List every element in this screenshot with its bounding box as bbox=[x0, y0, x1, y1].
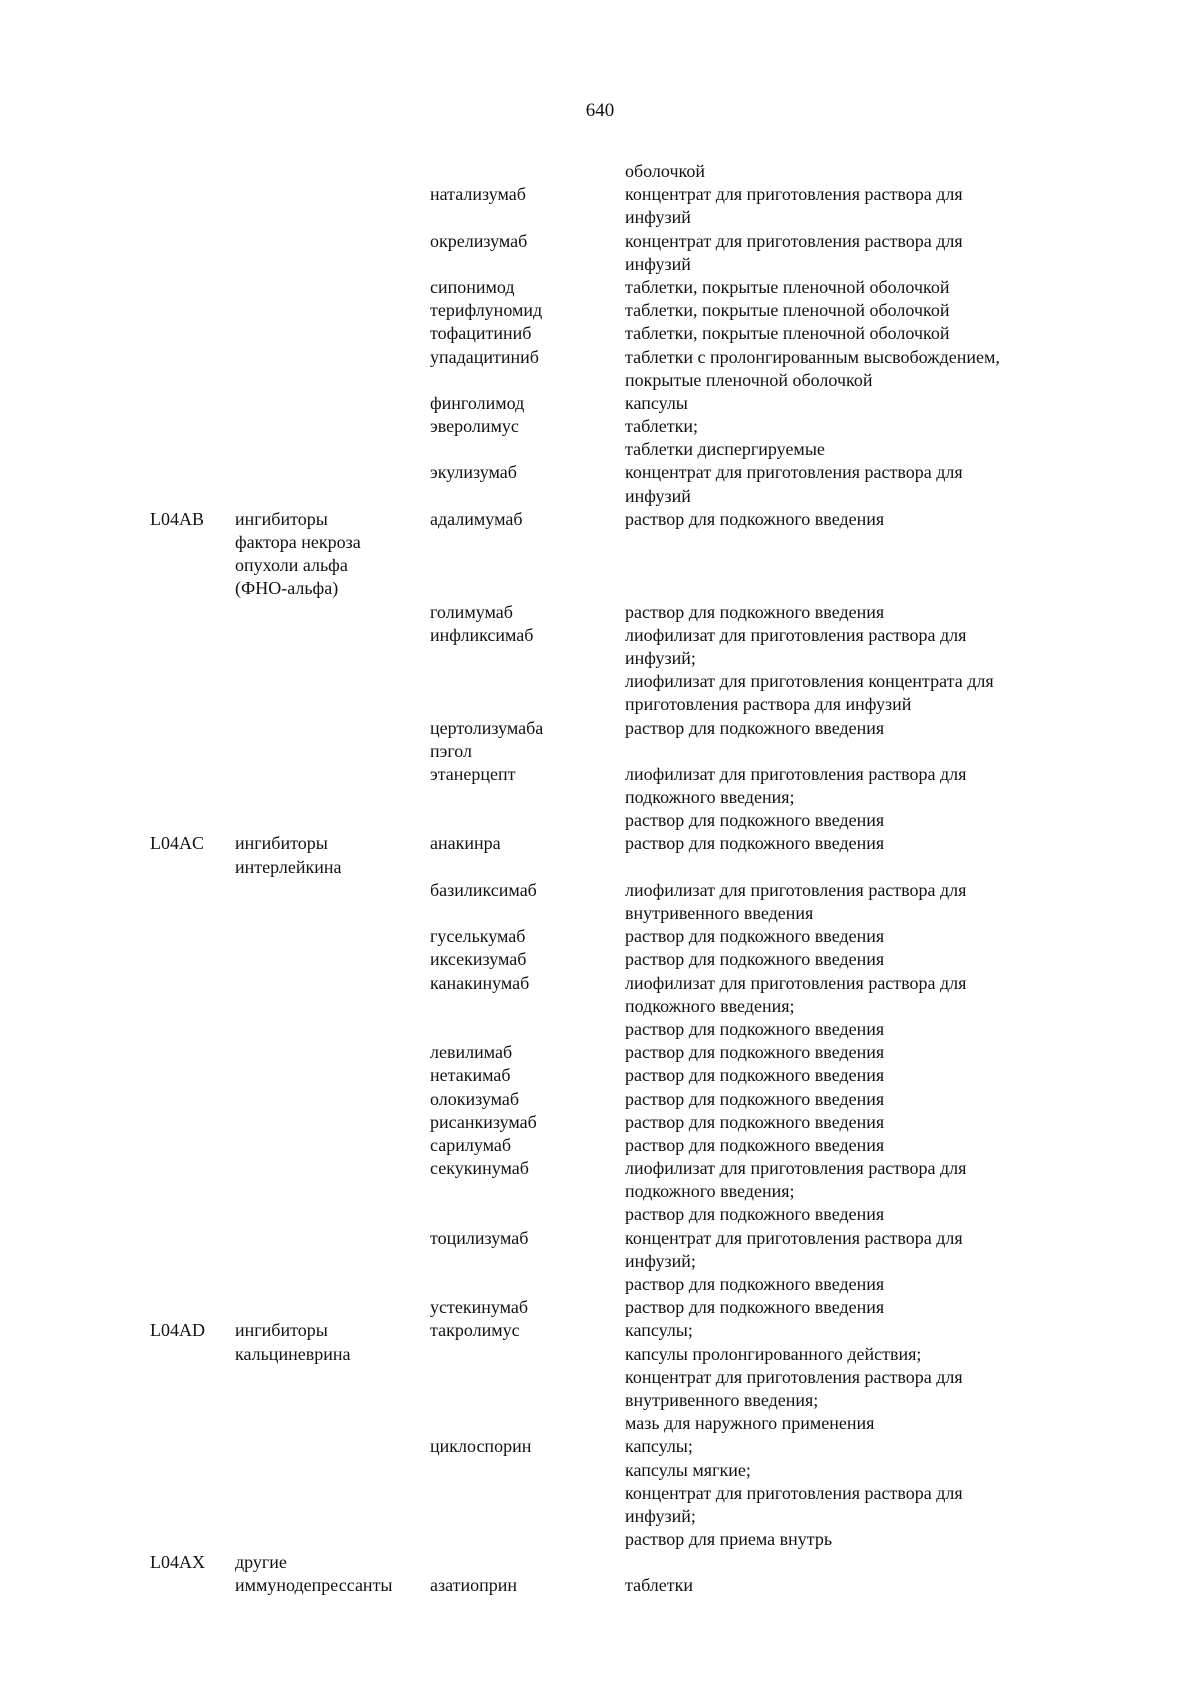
dosage-forms-line: лиофилизат для приготовления раствора для bbox=[625, 624, 967, 645]
drug-name bbox=[430, 1088, 625, 1111]
table-row bbox=[150, 508, 1150, 601]
atc-code bbox=[150, 299, 235, 322]
atc-code bbox=[150, 1111, 235, 1134]
dosage-forms bbox=[625, 1296, 1115, 1319]
group-name bbox=[235, 717, 430, 763]
atc-code bbox=[150, 763, 235, 833]
table-row bbox=[150, 299, 1150, 322]
dosage-forms-line: подкожного введения; bbox=[625, 787, 795, 808]
table-row bbox=[150, 1319, 1150, 1435]
atc-code bbox=[150, 1064, 235, 1087]
drug-name bbox=[430, 948, 625, 971]
atc-code bbox=[150, 1435, 235, 1551]
group-name bbox=[235, 392, 430, 415]
atc-code bbox=[150, 948, 235, 971]
table-row bbox=[150, 763, 1150, 833]
atc-code-text: L04AD bbox=[150, 1320, 205, 1341]
dosage-forms bbox=[625, 879, 1115, 925]
atc-code bbox=[150, 1088, 235, 1111]
table-row bbox=[150, 392, 1150, 415]
dosage-forms-line: оболочкой bbox=[625, 161, 705, 181]
dosage-forms bbox=[625, 160, 1115, 183]
atc-code bbox=[150, 601, 235, 624]
drug-name bbox=[430, 415, 625, 461]
dosage-forms bbox=[625, 299, 1115, 322]
dosage-forms-line: раствор для подкожного введения bbox=[625, 949, 885, 970]
table-row bbox=[150, 276, 1150, 299]
table-row bbox=[150, 601, 1150, 624]
dosage-forms-line: таблетки, покрытые пленочной оболочкой bbox=[625, 323, 950, 344]
dosage-forms-line: раствор для подкожного введения bbox=[625, 926, 885, 947]
dosage-forms bbox=[625, 183, 1115, 229]
drug-name bbox=[430, 601, 625, 624]
group-name-line: ингибиторы bbox=[235, 508, 328, 529]
dosage-forms-line: лиофилизат для приготовления концентрата для bbox=[625, 671, 994, 692]
drug-name bbox=[430, 346, 625, 392]
dosage-forms-line: таблетки; bbox=[625, 416, 699, 437]
atc-code bbox=[150, 1551, 235, 1597]
group-name bbox=[235, 322, 430, 345]
atc-code bbox=[150, 1319, 235, 1435]
table-row bbox=[150, 230, 1150, 276]
drug-name-line: тоцилизумаб bbox=[430, 1227, 529, 1248]
table-row bbox=[150, 415, 1150, 461]
dosage-forms bbox=[625, 1435, 1115, 1551]
dosage-forms-line: капсулы пролонгированного действия; bbox=[625, 1343, 922, 1364]
drug-name bbox=[430, 461, 625, 507]
atc-code bbox=[150, 461, 235, 507]
group-name bbox=[235, 1319, 430, 1435]
dosage-forms-line: таблетки диспергируемые bbox=[625, 439, 825, 460]
dosage-forms-line: раствор для подкожного введения bbox=[625, 1274, 885, 1294]
drug-name-line: сипонимод bbox=[430, 276, 515, 297]
dosage-forms-line: таблетки, покрытые пленочной оболочкой bbox=[625, 300, 950, 321]
atc-code bbox=[150, 1041, 235, 1064]
table-row bbox=[150, 160, 1150, 183]
dosage-forms bbox=[625, 322, 1115, 345]
group-name bbox=[235, 948, 430, 971]
dosage-forms-line: инфузий bbox=[625, 485, 691, 506]
drug-name-line: иксекизумаб bbox=[430, 949, 527, 970]
dosage-forms-line: раствор для подкожного введения bbox=[625, 1204, 885, 1225]
dosage-forms-line bbox=[625, 1551, 1115, 1574]
atc-code bbox=[150, 1157, 235, 1227]
drug-name-line bbox=[430, 1551, 625, 1574]
atc-code bbox=[150, 624, 235, 717]
dosage-forms bbox=[625, 1088, 1115, 1111]
drug-name bbox=[430, 972, 625, 1042]
dosage-forms bbox=[625, 763, 1115, 833]
group-name bbox=[235, 1064, 430, 1087]
atc-code bbox=[150, 392, 235, 415]
drug-name-line: олокизумаб bbox=[430, 1088, 520, 1109]
dosage-forms-line: раствор для подкожного введения bbox=[625, 717, 885, 738]
drug-name bbox=[430, 230, 625, 276]
dosage-forms-line: таблетки, покрытые пленочной оболочкой bbox=[625, 276, 950, 297]
dosage-forms bbox=[625, 230, 1115, 276]
table-row bbox=[150, 1041, 1150, 1064]
drug-name bbox=[430, 1551, 625, 1597]
drug-name-line: гуселькумаб bbox=[430, 926, 526, 947]
table-row bbox=[150, 1064, 1150, 1087]
drug-name bbox=[430, 763, 625, 833]
group-name bbox=[235, 415, 430, 461]
group-name bbox=[235, 1088, 430, 1111]
drug-name bbox=[430, 183, 625, 229]
dosage-forms-line: раствор для подкожного введения bbox=[625, 1065, 885, 1086]
drug-name bbox=[430, 322, 625, 345]
group-name bbox=[235, 183, 430, 229]
dosage-forms-line: таблетки bbox=[625, 1575, 694, 1596]
group-name bbox=[235, 1134, 430, 1157]
drug-name-line: сарилумаб bbox=[430, 1134, 511, 1155]
dosage-forms-line: инфузий; bbox=[625, 1250, 696, 1271]
group-name bbox=[235, 601, 430, 624]
table-row bbox=[150, 948, 1150, 971]
group-name-line: ингибиторы bbox=[235, 833, 328, 854]
drug-name-line: левилимаб bbox=[430, 1042, 513, 1063]
dosage-forms bbox=[625, 972, 1115, 1042]
dosage-forms-line: лиофилизат для приготовления раствора для bbox=[625, 1158, 967, 1179]
dosage-forms bbox=[625, 832, 1115, 878]
atc-code-text: L04AX bbox=[150, 1552, 205, 1573]
drug-name-line: упадацитиниб bbox=[430, 346, 539, 367]
dosage-forms bbox=[625, 1319, 1115, 1435]
table-row bbox=[150, 832, 1150, 878]
dosage-forms bbox=[625, 1551, 1115, 1597]
group-name-line: кальциневрина bbox=[235, 1343, 351, 1364]
drug-name bbox=[430, 276, 625, 299]
group-name-line: ингибиторы bbox=[235, 1320, 328, 1341]
drug-name bbox=[430, 1296, 625, 1319]
dosage-forms bbox=[625, 508, 1115, 601]
group-name bbox=[235, 1227, 430, 1297]
dosage-forms-line: концентрат для приготовления раствора для bbox=[625, 230, 963, 251]
drug-name bbox=[430, 508, 625, 601]
table-row bbox=[150, 461, 1150, 507]
table-row bbox=[150, 1435, 1150, 1551]
group-name bbox=[235, 508, 430, 601]
group-name-line: другие bbox=[235, 1552, 287, 1573]
dosage-forms bbox=[625, 1134, 1115, 1157]
dosage-forms bbox=[625, 925, 1115, 948]
drug-name-line: устекинумаб bbox=[430, 1297, 529, 1318]
dosage-forms-line: подкожного введения; bbox=[625, 1181, 795, 1202]
dosage-forms-line: инфузий bbox=[625, 253, 691, 274]
dosage-forms-line: раствор для подкожного введения bbox=[625, 1297, 885, 1318]
dosage-forms-line: лиофилизат для приготовления раствора для bbox=[625, 879, 967, 900]
atc-code bbox=[150, 346, 235, 392]
group-name bbox=[235, 832, 430, 878]
dosage-forms bbox=[625, 1227, 1115, 1297]
group-name-line: (ФНО-альфа) bbox=[235, 578, 339, 599]
dosage-forms-line: внутривенного введения bbox=[625, 903, 814, 923]
drug-name bbox=[430, 1435, 625, 1551]
drug-name-line: цертолизумаба bbox=[430, 717, 544, 738]
drug-name bbox=[430, 160, 625, 183]
table-row bbox=[150, 1551, 1150, 1597]
atc-code bbox=[150, 1296, 235, 1319]
dosage-forms bbox=[625, 624, 1115, 717]
atc-code bbox=[150, 1227, 235, 1297]
atc-code bbox=[150, 230, 235, 276]
group-name bbox=[235, 972, 430, 1042]
drug-name-line: базиликсимаб bbox=[430, 879, 537, 900]
dosage-forms bbox=[625, 276, 1115, 299]
dosage-forms-line: концентрат для приготовления раствора для bbox=[625, 1227, 963, 1248]
dosage-forms-line: раствор для подкожного введения bbox=[625, 1111, 885, 1132]
dosage-forms-line: раствор для подкожного введения bbox=[625, 1134, 885, 1155]
drug-name-line: тофацитиниб bbox=[430, 323, 532, 344]
group-name bbox=[235, 230, 430, 276]
drug-name bbox=[430, 1134, 625, 1157]
atc-code bbox=[150, 183, 235, 229]
drug-name-line: терифлуномид bbox=[430, 300, 543, 321]
table-row bbox=[150, 1088, 1150, 1111]
atc-code-text: L04AC bbox=[150, 833, 204, 854]
dosage-forms-line: раствор для приема внутрь bbox=[625, 1529, 833, 1550]
group-name bbox=[235, 1111, 430, 1134]
dosage-forms-line: инфузий; bbox=[625, 1505, 696, 1526]
table-row bbox=[150, 1134, 1150, 1157]
dosage-forms bbox=[625, 1064, 1115, 1087]
atc-code bbox=[150, 1134, 235, 1157]
dosage-forms-line: капсулы мягкие; bbox=[625, 1459, 751, 1480]
atc-code bbox=[150, 160, 235, 183]
dosage-forms-line: внутривенного введения; bbox=[625, 1389, 819, 1410]
dosage-forms bbox=[625, 601, 1115, 624]
dosage-forms bbox=[625, 948, 1115, 971]
group-name bbox=[235, 624, 430, 717]
dosage-forms-line: приготовления раствора для инфузий bbox=[625, 694, 912, 715]
dosage-forms-line: концентрат для приготовления раствора для bbox=[625, 462, 963, 483]
drug-name bbox=[430, 624, 625, 717]
table-row bbox=[150, 879, 1150, 925]
page-number: 640 bbox=[585, 100, 615, 121]
group-name-line: опухоли альфа bbox=[235, 555, 348, 576]
atc-code bbox=[150, 972, 235, 1042]
table-row bbox=[150, 925, 1150, 948]
dosage-forms-line: раствор для подкожного введения bbox=[625, 810, 885, 831]
dosage-forms-line: инфузий bbox=[625, 207, 691, 228]
drug-name-line: финголимод bbox=[430, 392, 525, 413]
dosage-forms bbox=[625, 392, 1115, 415]
drug-name bbox=[430, 925, 625, 948]
dosage-forms-line: лиофилизат для приготовления раствора для bbox=[625, 763, 967, 784]
drug-name bbox=[430, 879, 625, 925]
group-name bbox=[235, 160, 430, 183]
group-name bbox=[235, 346, 430, 392]
atc-code bbox=[150, 508, 235, 601]
drug-name-line: нетакимаб bbox=[430, 1065, 511, 1086]
group-name bbox=[235, 1435, 430, 1551]
dosage-forms-line: покрытые пленочной оболочкой bbox=[625, 369, 873, 390]
drug-table bbox=[150, 160, 1150, 1598]
drug-name-line: такролимус bbox=[430, 1320, 520, 1341]
dosage-forms-line: раствор для подкожного введения bbox=[625, 1042, 885, 1063]
dosage-forms bbox=[625, 1111, 1115, 1134]
group-name bbox=[235, 276, 430, 299]
table-row bbox=[150, 183, 1150, 229]
dosage-forms-line: капсулы; bbox=[625, 1320, 693, 1341]
drug-name bbox=[430, 1227, 625, 1297]
drug-name-line: голимумаб bbox=[430, 601, 513, 622]
dosage-forms bbox=[625, 346, 1115, 392]
group-name-line: иммунодепрессанты bbox=[235, 1575, 393, 1596]
drug-name bbox=[430, 1157, 625, 1227]
drug-name bbox=[430, 299, 625, 322]
drug-name-line: анакинра bbox=[430, 833, 501, 854]
dosage-forms-line: раствор для подкожного введения bbox=[625, 833, 885, 854]
drug-name bbox=[430, 1111, 625, 1134]
drug-name-line: циклоспорин bbox=[430, 1436, 532, 1457]
drug-name-line: инфликсимаб bbox=[430, 624, 534, 645]
drug-name bbox=[430, 832, 625, 878]
dosage-forms-line: лиофилизат для приготовления раствора для bbox=[625, 972, 967, 993]
drug-name-line: окрелизумаб bbox=[430, 230, 528, 251]
atc-code bbox=[150, 276, 235, 299]
atc-code bbox=[150, 322, 235, 345]
drug-name-line: секукинумаб bbox=[430, 1158, 529, 1179]
dosage-forms-line: раствор для подкожного введения bbox=[625, 601, 885, 622]
dosage-forms-line: концентрат для приготовления раствора для bbox=[625, 184, 963, 205]
drug-name bbox=[430, 717, 625, 763]
drug-name-line: натализумаб bbox=[430, 184, 526, 205]
table-row bbox=[150, 1111, 1150, 1134]
drug-name-line: канакинумаб bbox=[430, 972, 530, 993]
dosage-forms-line: мазь для наружного применения bbox=[625, 1413, 875, 1434]
group-name bbox=[235, 461, 430, 507]
dosage-forms bbox=[625, 1157, 1115, 1227]
dosage-forms bbox=[625, 717, 1115, 763]
dosage-forms-line: инфузий; bbox=[625, 647, 696, 668]
group-name bbox=[235, 763, 430, 833]
dosage-forms bbox=[625, 415, 1115, 461]
dosage-forms-line: капсулы bbox=[625, 392, 688, 413]
drug-name-line: экулизумаб bbox=[430, 462, 517, 483]
drug-name bbox=[430, 392, 625, 415]
drug-name-line: адалимумаб bbox=[430, 508, 523, 529]
table-row bbox=[150, 322, 1150, 345]
atc-code bbox=[150, 879, 235, 925]
drug-name bbox=[430, 1319, 625, 1435]
dosage-forms-line: таблетки с пролонгированным высвобождением, bbox=[625, 346, 1000, 367]
dosage-forms-line: раствор для подкожного введения bbox=[625, 1018, 885, 1039]
drug-name-line: рисанкизумаб bbox=[430, 1111, 537, 1132]
atc-code-text: L04AB bbox=[150, 508, 204, 529]
drug-name-line: пэгол bbox=[430, 740, 473, 761]
group-name bbox=[235, 879, 430, 925]
table-row bbox=[150, 972, 1150, 1042]
dosage-forms-line: концентрат для приготовления раствора для bbox=[625, 1366, 963, 1387]
atc-code bbox=[150, 717, 235, 763]
atc-code bbox=[150, 415, 235, 461]
group-name bbox=[235, 299, 430, 322]
group-name bbox=[235, 1551, 430, 1597]
dosage-forms-line: раствор для подкожного введения bbox=[625, 1088, 885, 1109]
dosage-forms-line: капсулы; bbox=[625, 1436, 693, 1457]
dosage-forms-line: подкожного введения; bbox=[625, 995, 795, 1016]
group-name bbox=[235, 1296, 430, 1319]
drug-name bbox=[430, 1041, 625, 1064]
dosage-forms-line: концентрат для приготовления раствора для bbox=[625, 1482, 963, 1503]
dosage-forms-line: раствор для подкожного введения bbox=[625, 508, 885, 529]
group-name bbox=[235, 1041, 430, 1064]
group-name bbox=[235, 925, 430, 948]
table-row bbox=[150, 346, 1150, 392]
dosage-forms bbox=[625, 1041, 1115, 1064]
table-row bbox=[150, 624, 1150, 717]
group-name-line: интерлейкина bbox=[235, 856, 342, 877]
table-row bbox=[150, 717, 1150, 763]
group-name-line: фактора некроза bbox=[235, 532, 361, 552]
drug-name bbox=[430, 1064, 625, 1087]
table-row bbox=[150, 1227, 1150, 1297]
drug-name-line: эверолимус bbox=[430, 416, 519, 437]
dosage-forms bbox=[625, 461, 1115, 507]
table-row bbox=[150, 1157, 1150, 1227]
table-row bbox=[150, 1296, 1150, 1319]
drug-name-line: азатиоприн bbox=[430, 1575, 518, 1596]
drug-name-line: этанерцепт bbox=[430, 763, 516, 784]
atc-code bbox=[150, 925, 235, 948]
group-name bbox=[235, 1157, 430, 1227]
atc-code bbox=[150, 832, 235, 878]
